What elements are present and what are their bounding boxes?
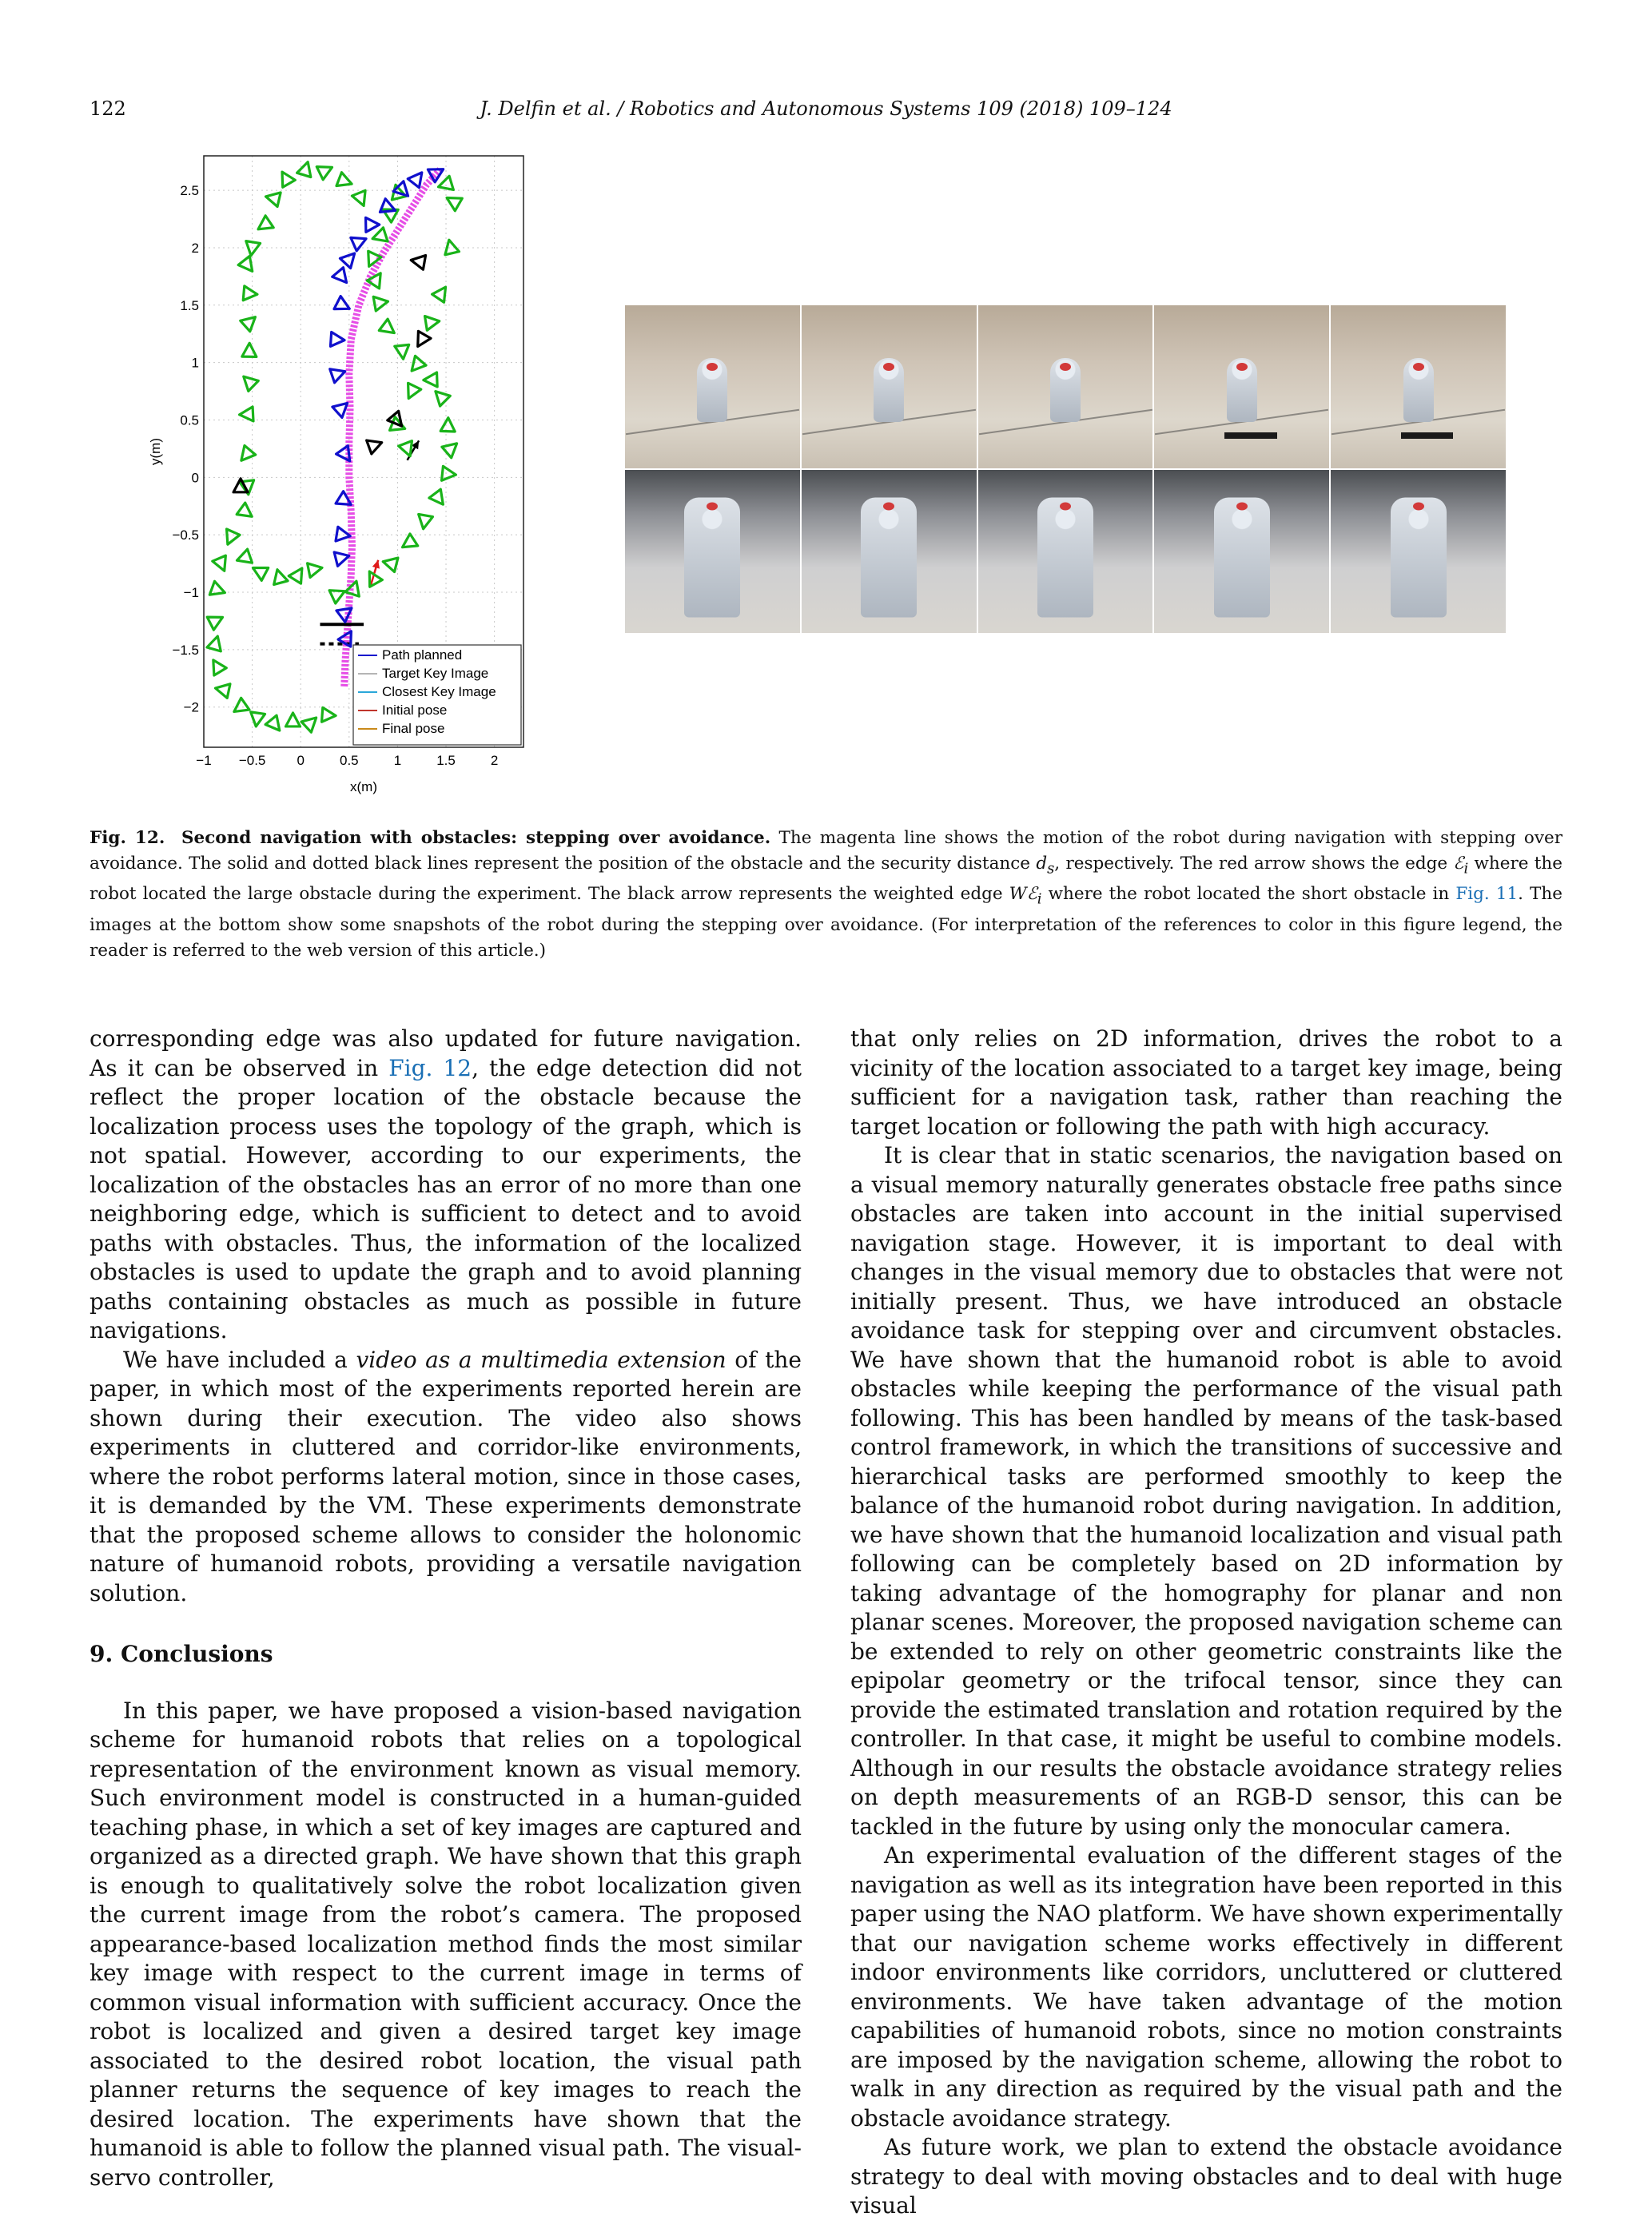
snapshot-top-3: [978, 305, 1153, 468]
key-image-green: [424, 372, 438, 388]
key-image-green: [214, 681, 230, 698]
key-image-green: [329, 585, 348, 603]
key-image-green: [432, 283, 452, 302]
plot-legend: [353, 645, 521, 745]
left-p1-text-b: , the edge detection did not reflect the proper location of the obstacle because the localization process uses the topology of the graph, which is not spatial. However, according to our experiments, the localization of the obstacles has an error of no more than one neighboring edge, which is sufficient to detect and to avoid paths with obstacles. Thus, the information of the localized obstacles is used to update the graph and to avoid planning paths containing obstacles as much as possible in future navigations.: [90, 1054, 802, 1343]
left-paragraph-3: In this paper, we have proposed a vision-based navigation scheme for humanoid robots that relies on a topological representation of the environment known as visual memory. Such environment model is constructed in a human-guided teaching phase, in which a set of key images are captured and organized as a directed graph. We have shown that this graph is enough to qualitatively solve the robot localization given the current image from the robot’s camera. The proposed appearance-based localization method finds the most similar key image with respect to the current image in terms of common visual information with sufficient accuracy. Once the robot is localized and given a desired target key image associated to the desired robot location, the visual path planner returns the sequence of key images to reach the desired location. The experiments have shown that the humanoid is able to follow the planned visual path. The visual-servo controller,: [90, 1697, 802, 2191]
y-tick-label: 1.5: [180, 297, 199, 313]
snapshot-top-5: [1331, 305, 1506, 468]
caption-label: Fig. 12.: [90, 828, 165, 848]
x-tick-label: 0.5: [339, 753, 359, 768]
caption-text-1: The magenta line shows the motion of the robot during navigation with stepping over avoidance. The solid and dotted black lines represent the position of the obstacle and the security distance: [90, 828, 1563, 874]
key-image-green: [442, 238, 459, 255]
caption-ds: d: [1036, 854, 1048, 874]
x-tick-label: 1.5: [436, 753, 456, 768]
key-image-green: [352, 190, 370, 209]
key-image-blue: [366, 217, 380, 232]
key-image-green: [243, 286, 258, 301]
left-paragraph-1: [90, 1025, 802, 1346]
legend-entry-label: Path planned: [382, 647, 463, 663]
key-image-green: [235, 549, 253, 567]
key-image-green: [254, 216, 273, 235]
caption-ds-sub: s: [1047, 860, 1055, 878]
legend-entry-label: Initial pose: [382, 703, 448, 718]
y-tick-label: 2: [191, 240, 199, 256]
left-p2-text-a: We have included a: [123, 1346, 348, 1373]
key-image-green: [406, 356, 426, 376]
key-image-green: [379, 319, 398, 339]
y-tick-label: 2.5: [180, 183, 199, 199]
key-image-green: [301, 712, 321, 732]
legend-entry-label: Closest Key Image: [382, 684, 496, 699]
key-image-blue: [332, 268, 352, 288]
key-image-green: [207, 656, 226, 675]
x-tick-label: 1: [393, 753, 402, 768]
key-image-green: [241, 312, 261, 332]
fig12-link[interactable]: Fig. 12: [388, 1054, 472, 1081]
left-paragraph-2: [90, 1346, 802, 1609]
caption-text-3: where the robot located the large obstacle during the experiment. The black arrow represents the weighted edge: [90, 854, 1562, 905]
running-header: J. Delfin et al. / Robotics and Autonomous Systems 109 (2018) 109–124: [480, 98, 1172, 120]
key-image-green: [370, 228, 388, 245]
key-image-green: [297, 160, 315, 177]
key-image-green: [213, 555, 231, 574]
left-p2-text-b: of the paper, in which most of the experiments reported herein are shown during their execution. The video also shows experiments in cluttered and corridor-like environments, where the robot performs lateral motion, since in those cases, it is demanded by the VM. These experiments demonstrate that the proposed scheme allows to consider the holonomic nature of humanoid robots, providing a versatile navigation solution.: [90, 1346, 802, 1606]
key-image-green: [270, 567, 288, 584]
key-image-green: [308, 561, 324, 578]
key-image-black: [367, 436, 384, 454]
legend-entry-label: Target Key Image: [382, 666, 489, 681]
key-image-green: [207, 611, 225, 630]
page-number: 122: [90, 98, 126, 120]
figure-caption: [90, 826, 1562, 964]
key-image-blue: [334, 549, 351, 567]
key-image-green: [381, 555, 398, 572]
key-image-green: [209, 581, 227, 599]
x-tick-label: −0.5: [238, 753, 266, 768]
key-image-green: [221, 529, 240, 547]
y-tick-label: 1: [191, 355, 199, 371]
key-image-green: [230, 698, 249, 717]
snapshot-top-2: [802, 305, 977, 468]
key-image-green: [425, 314, 441, 330]
key-image-green: [316, 161, 335, 180]
key-image-green: [289, 564, 308, 583]
robot-snapshots: [625, 305, 1506, 633]
key-image-green: [237, 503, 256, 523]
snapshot-bottom-3: [978, 470, 1153, 633]
key-image-green: [395, 344, 411, 360]
key-image-green: [336, 173, 354, 191]
left-column: [90, 1025, 802, 2192]
snapshot-bottom-2: [802, 470, 977, 633]
key-image-green: [286, 713, 301, 726]
right-paragraph-3: An experimental evaluation of the different stages of the navigation as well as its integration have been reported in this paper using the NAO platform. We have shown experimentally that our navigation scheme works effectively in different indoor environments like corridors, uncluttered or cluttered environments. We have taken advantage of the motion capabilities of humanoid robots, since no motion constraints are imposed by the navigation scheme, allowing the robot to walk in any direction as required by the visual path and the obstacle avoidance strategy.: [850, 1842, 1562, 2131]
snapshot-top-1: [625, 305, 800, 468]
right-paragraph-1: that only relies on 2D information, drives the robot to a vicinity of the location associated to a target key image, being sufficient for a navigation task, rather than reaching the target location or following the path with high accuracy.: [850, 1025, 1562, 1140]
caption-edge: ℰ: [1453, 854, 1464, 874]
caption-fig11-link[interactable]: Fig. 11: [1455, 884, 1519, 905]
key-image-green: [402, 383, 421, 401]
key-image-green: [442, 438, 462, 458]
key-image-green: [431, 386, 451, 406]
key-image-green: [442, 466, 457, 482]
key-image-green: [242, 343, 257, 356]
caption-wedge: Wℰ: [1009, 884, 1037, 905]
snapshot-bottom-5: [1331, 470, 1506, 633]
key-image-green: [373, 294, 389, 311]
caption-wedge-sub: i: [1037, 890, 1042, 908]
right-paragraph-2: It is clear that in static scenarios, the navigation based on a visual memory naturally generates obstacle free paths since obstacles are taken into account in the initial supervised navigation stage. However, it is important to deal with changes in the visual memory due to obstacles that were not initially present. Thus, we have introduced an obstacle avoidance task for stepping over and circumvent obstacles. We have shown that the humanoid robot is able to avoid obstacles while keeping the performance of the visual path following. This has been handled by means of the task-based control framework, in which the transitions of successive and hierarchical tasks are performed smoothly to keep the balance of the humanoid robot during navigation. In addition, we have shown that the humanoid localization and visual path following can be completely based on 2D information by taking advantage of the homography for planar and non planar scenes. Moreover, the proposed navigation scheme can be extended to rely on other geometric constraints like the epipolar geometry or the trifocal tensor, since they can provide the estimated translation and rotation required by the controller. In that case, it might be useful to combine models. Although in our results the obstacle avoidance strategy relies on depth measurements of an RGB-D sensor, this can be tackled in the future by using only the monocular camera.: [850, 1142, 1562, 1840]
snapshot-top-4: [1154, 305, 1329, 468]
key-image-green: [238, 256, 258, 275]
caption-text-2: , respectively. The red arrow shows the edge: [1054, 854, 1448, 874]
section-heading-conclusions: 9. Conclusions: [90, 1641, 273, 1667]
left-p1-text-a: corresponding edge was also updated for future navigation. As it can be observed in: [90, 1025, 802, 1081]
x-axis-label: x(m): [350, 779, 377, 794]
key-image-black: [412, 331, 431, 350]
caption-edge-sub: i: [1463, 860, 1469, 878]
key-image-blue: [334, 297, 352, 316]
robot-path-layer: [320, 169, 440, 687]
trajectory-plot-svg: [144, 144, 607, 815]
key-image-blue: [330, 364, 348, 383]
x-tick-label: −1: [196, 753, 212, 768]
caption-text-5: . The images at the bottom show some snapshots of the robot during the stepping over avoidance. (For interpretation of the references to color in this figure legend, the reader is referred to the web version of this article.): [90, 884, 1562, 961]
key-image-green: [239, 407, 253, 422]
y-tick-label: 0: [191, 470, 199, 486]
y-tick-label: −1: [183, 585, 199, 601]
x-tick-label: 2: [490, 753, 499, 768]
key-image-green: [239, 372, 259, 392]
y-axis-label: y(m): [148, 438, 163, 465]
key-image-green: [207, 635, 225, 651]
y-tick-label: −0.5: [172, 527, 199, 543]
right-paragraph-4: As future work, we plan to extend the obstacle avoidance strategy to deal with moving obstacles and to deal with huge visual: [850, 2134, 1562, 2219]
key-image-black: [410, 253, 426, 270]
caption-text-4: where the robot located the short obstacle in: [1048, 884, 1450, 905]
key-image-green: [265, 189, 281, 206]
y-tick-label: −2: [183, 699, 199, 715]
key-image-green: [322, 707, 336, 722]
key-image-green: [265, 715, 285, 735]
snapshot-bottom-4: [1154, 470, 1329, 633]
legend-entry-label: Final pose: [382, 721, 445, 736]
snapshot-bottom-1: [625, 470, 800, 633]
x-tick-label: 0: [297, 753, 305, 768]
key-image-green: [276, 169, 295, 188]
y-tick-label: 0.5: [180, 412, 199, 428]
key-image-green: [416, 514, 433, 530]
caption-title: Second navigation with obstacles: stepping over avoidance.: [181, 828, 771, 848]
key-image-green: [249, 712, 265, 727]
key-image-green: [436, 176, 454, 193]
y-tick-label: −1.5: [172, 642, 199, 658]
key-image-green: [399, 534, 418, 553]
trajectory-plot: [144, 144, 607, 815]
right-column: [850, 1025, 1562, 2221]
key-image-blue: [330, 332, 344, 347]
left-p2-emphasis: video as a multimedia extension: [356, 1346, 726, 1373]
